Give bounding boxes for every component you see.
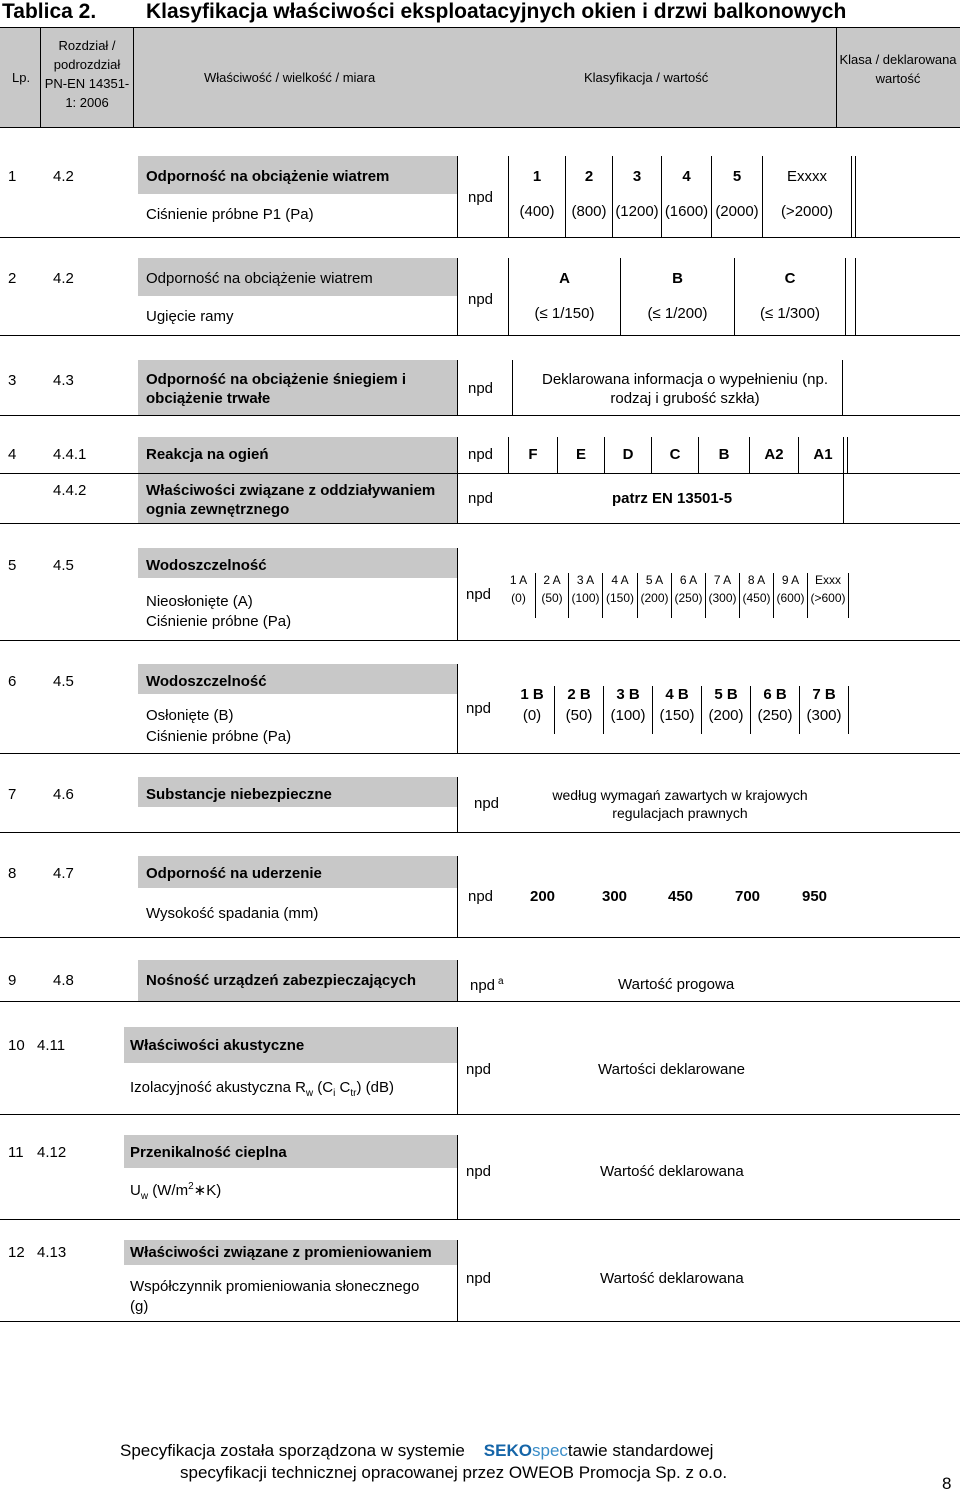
row-subtitle: Współczynnik promieniowania słonecznego bbox=[130, 1278, 420, 1295]
class-cell: Exxxx bbox=[786, 168, 827, 185]
value-cell: (1200) bbox=[615, 203, 659, 220]
class-cell: 5 A bbox=[645, 573, 664, 587]
row-info: Wartość progowa bbox=[618, 976, 735, 993]
row-section: 4.4.1 bbox=[53, 446, 87, 463]
class-cell: B bbox=[698, 437, 749, 473]
row-7 bbox=[0, 777, 960, 833]
row-section: 4.2 bbox=[53, 270, 74, 287]
value-cell: (2000) bbox=[715, 203, 759, 220]
row-6 bbox=[0, 664, 960, 754]
row-number: 5 bbox=[8, 557, 17, 574]
npd-label: npd bbox=[466, 586, 492, 603]
class-cell: 1 A bbox=[509, 573, 528, 587]
row-subtitle: Izolacyjność akustyczna $R_w$ ($C_i$ $C_{tr}$) (dB) bbox=[130, 1079, 394, 1099]
row-number: 7 bbox=[8, 786, 17, 803]
row-section: 4.5 bbox=[53, 557, 74, 574]
row-section: 4.12 bbox=[37, 1144, 67, 1161]
row-title: Wodoszczelność bbox=[146, 557, 267, 574]
footer-line-1: Specyfikacja została sporządzona w systemie SEKOspectawie standardowej bbox=[120, 1441, 714, 1460]
class-grid bbox=[510, 686, 849, 734]
class-cell: 4 bbox=[682, 168, 691, 185]
class-cell: 8 A bbox=[747, 573, 766, 587]
class-grid bbox=[508, 258, 846, 336]
row-info: Wartość deklarowana bbox=[600, 1270, 744, 1287]
header-classification: Klasyfikacja / wartość bbox=[584, 70, 709, 85]
row-section: 4.7 bbox=[53, 865, 74, 882]
value-cell: (600) bbox=[776, 591, 805, 605]
row-title: Odporność na obciążenie śniegiem i obciążenie trwałe bbox=[146, 371, 407, 407]
value-cell: (0) bbox=[522, 707, 542, 724]
row-subtitle-2: Ciśnienie próbne (Pa) bbox=[146, 728, 292, 745]
row-4 bbox=[0, 437, 960, 524]
row-title: Reakcja na ogień bbox=[146, 446, 269, 463]
value-cell: (0) bbox=[511, 591, 526, 605]
row-subtitle: Wysokość spadania (mm) bbox=[146, 905, 319, 922]
row-number: 2 bbox=[8, 270, 17, 287]
value-cell: (≤ 1/150) bbox=[534, 305, 595, 322]
row-info: Wartości deklarowane bbox=[598, 1061, 746, 1078]
npd-label: npd bbox=[468, 380, 494, 397]
value-cell: (100) bbox=[610, 707, 646, 724]
row-section: 4.11 bbox=[37, 1037, 66, 1054]
row-section: 4.8 bbox=[53, 972, 74, 989]
class-cell: 300 bbox=[602, 888, 628, 905]
header-property: Właściwość / wielkość / miara bbox=[204, 70, 376, 85]
row-number: 4 bbox=[8, 446, 17, 463]
class-cell: 1 B bbox=[520, 686, 544, 703]
class-cell: A bbox=[559, 270, 570, 287]
value-cell: (≤ 1/300) bbox=[760, 305, 820, 322]
row-8 bbox=[0, 856, 960, 938]
row-9 bbox=[0, 960, 960, 1002]
brand-spec: spec bbox=[531, 1441, 568, 1460]
npd-label: npd bbox=[466, 1163, 492, 1180]
npd-label: npd bbox=[466, 1270, 492, 1287]
class-cell: 5 bbox=[732, 168, 742, 185]
row-title: Właściwości związane z promieniowaniem bbox=[130, 1244, 432, 1261]
npd-label: npd bbox=[468, 446, 494, 463]
class-grid bbox=[508, 156, 852, 238]
class-cell: 700 bbox=[735, 888, 761, 905]
class-cell: 6 B bbox=[763, 686, 787, 703]
page-number: 8 bbox=[942, 1474, 952, 1493]
value-cell: (200) bbox=[640, 591, 669, 605]
value-cell: (150) bbox=[659, 707, 695, 724]
row-title: Nośność urządzeń zabezpieczających bbox=[146, 972, 417, 989]
row-subtitle-2: (g) bbox=[130, 1298, 149, 1315]
row-info: Deklarowana informacja o wypełnieniu (np. rodzaj i grubość szkła) bbox=[542, 371, 828, 407]
row-title: Właściwości związane z oddziaływaniem ognia zewnętrznego bbox=[146, 482, 436, 518]
class-cell: A2 bbox=[749, 437, 798, 473]
row-section: 4.5 bbox=[53, 673, 74, 690]
value-cell: (800) bbox=[571, 203, 607, 220]
row-section: 4.13 bbox=[37, 1244, 67, 1261]
value-cell: (400) bbox=[519, 203, 555, 220]
row-11 bbox=[0, 1135, 960, 1220]
value-cell: (450) bbox=[742, 591, 771, 605]
class-cell: 5 B bbox=[714, 686, 738, 703]
row-section: 4.4.2 bbox=[53, 482, 87, 499]
row-info: Wartość deklarowana bbox=[600, 1163, 744, 1180]
row-title: Przenikalność cieplna bbox=[130, 1144, 287, 1161]
value-cell: (50) bbox=[541, 591, 563, 605]
class-cell: 3 B bbox=[616, 686, 640, 703]
class-cell: C bbox=[784, 270, 796, 287]
class-cell: 1 bbox=[532, 168, 542, 185]
class-cell: 2 bbox=[584, 168, 594, 185]
row-12 bbox=[0, 1240, 960, 1322]
row-number: 1 bbox=[8, 168, 17, 185]
value-cell: (300) bbox=[708, 591, 737, 605]
class-cell: 7 A bbox=[713, 573, 732, 587]
npd-label: npd bbox=[466, 1061, 492, 1078]
class-cell: 3 bbox=[632, 168, 642, 185]
row-number: 9 bbox=[8, 972, 17, 989]
class-cell: F bbox=[508, 437, 557, 473]
class-cell: D bbox=[604, 437, 651, 473]
npd-label: npd $^a$ bbox=[470, 976, 504, 994]
row-info: patrz EN 13501-5 bbox=[612, 490, 733, 507]
row-3 bbox=[0, 360, 960, 416]
row-title: Odporność na obciążenie wiatrem bbox=[146, 270, 373, 287]
header-row bbox=[0, 27, 960, 128]
row-title: Substancje niebezpieczne bbox=[146, 786, 332, 803]
class-cell: 4 B bbox=[665, 686, 689, 703]
class-cell: 450 bbox=[668, 888, 694, 905]
row-subtitle: Nieosłonięte (A) bbox=[146, 593, 253, 610]
value-cell: (250) bbox=[674, 591, 703, 605]
row-subtitle: $U_w$ $(W/m^2∗K)$ bbox=[130, 1181, 222, 1202]
row-subtitle-2: Ciśnienie próbne (Pa) bbox=[146, 613, 292, 630]
class-cell: 7 B bbox=[812, 686, 836, 703]
npd-label: npd bbox=[468, 490, 494, 507]
header-lp: Lp. bbox=[12, 70, 31, 85]
row-number: 11 bbox=[8, 1144, 24, 1161]
row-title: Odporność na uderzenie bbox=[146, 865, 322, 882]
npd-label: npd bbox=[474, 795, 500, 812]
row-subtitle: Ugięcie ramy bbox=[146, 308, 234, 325]
npd-label: npd bbox=[468, 291, 494, 308]
class-cell: E bbox=[557, 437, 604, 473]
row-subtitle: Ciśnienie próbne P1 (Pa) bbox=[146, 206, 314, 223]
row-info: według wymagań zawartych w krajowych regulacjach prawnych bbox=[552, 787, 808, 821]
row-number: 6 bbox=[8, 673, 17, 690]
value-cell: (≤ 1/200) bbox=[647, 305, 708, 322]
class-cell: 9 A bbox=[781, 573, 800, 587]
row-number: 10 bbox=[8, 1037, 25, 1054]
footer-line-2: specyfikacji technicznej opracowanej przez OWEOB Promocja Sp. z o.o. bbox=[180, 1463, 728, 1482]
row-section: 4.6 bbox=[53, 786, 74, 803]
value-cell: (>600) bbox=[810, 591, 846, 605]
row-2 bbox=[0, 258, 960, 336]
value-cell: (>2000) bbox=[780, 203, 834, 220]
npd-label: npd bbox=[468, 888, 494, 905]
row-section: 4.3 bbox=[53, 372, 74, 389]
value-cell: (100) bbox=[571, 591, 600, 605]
class-cell: B bbox=[672, 270, 683, 287]
value-cell: (300) bbox=[806, 707, 842, 724]
class-grid bbox=[502, 573, 849, 618]
class-grid bbox=[508, 437, 848, 473]
class-cell: 2 B bbox=[567, 686, 591, 703]
table-label: Tablica 2. bbox=[2, 0, 97, 23]
brand-seko: SEKO bbox=[483, 1441, 532, 1460]
value-cell: (200) bbox=[708, 707, 744, 724]
class-cell: 950 bbox=[802, 888, 828, 905]
row-title: Właściwości akustyczne bbox=[130, 1037, 305, 1054]
value-cell: (150) bbox=[605, 591, 634, 605]
class-cell: A1 bbox=[798, 437, 848, 473]
row-5 bbox=[0, 548, 960, 641]
class-cell: 4 A bbox=[611, 573, 629, 587]
class-cell: 2 A bbox=[543, 573, 561, 587]
row-title: Odporność na obciążenie wiatrem bbox=[146, 168, 390, 185]
value-cell: (1600) bbox=[664, 203, 709, 220]
row-number: 8 bbox=[8, 865, 17, 882]
class-cell: 3 A bbox=[576, 573, 595, 587]
row-number: 12 bbox=[8, 1244, 25, 1261]
header-declared: Klasa / deklarowana wartość bbox=[839, 52, 957, 86]
row-title: Wodoszczelność bbox=[146, 673, 267, 690]
class-cell: 6 A bbox=[679, 573, 698, 587]
table-title: Klasyfikacja właściwości eksploatacyjnych okien i drzwi balkonowych bbox=[146, 0, 847, 23]
class-cell: Exxx bbox=[814, 573, 841, 587]
row-subtitle: Osłonięte (B) bbox=[146, 707, 234, 724]
row-section: 4.2 bbox=[53, 168, 74, 185]
class-cell: C bbox=[651, 437, 698, 473]
row-1 bbox=[0, 156, 960, 238]
row-number: 3 bbox=[8, 372, 17, 389]
row-10 bbox=[0, 1027, 960, 1115]
header-section: Rozdział / podrozdział PN-EN 14351-1: 2006 bbox=[44, 38, 130, 110]
value-cell: (250) bbox=[757, 707, 793, 724]
npd-label: npd bbox=[466, 700, 492, 717]
value-cell: (50) bbox=[565, 707, 593, 724]
npd-label: npd bbox=[468, 189, 494, 206]
class-cell: 200 bbox=[530, 888, 556, 905]
